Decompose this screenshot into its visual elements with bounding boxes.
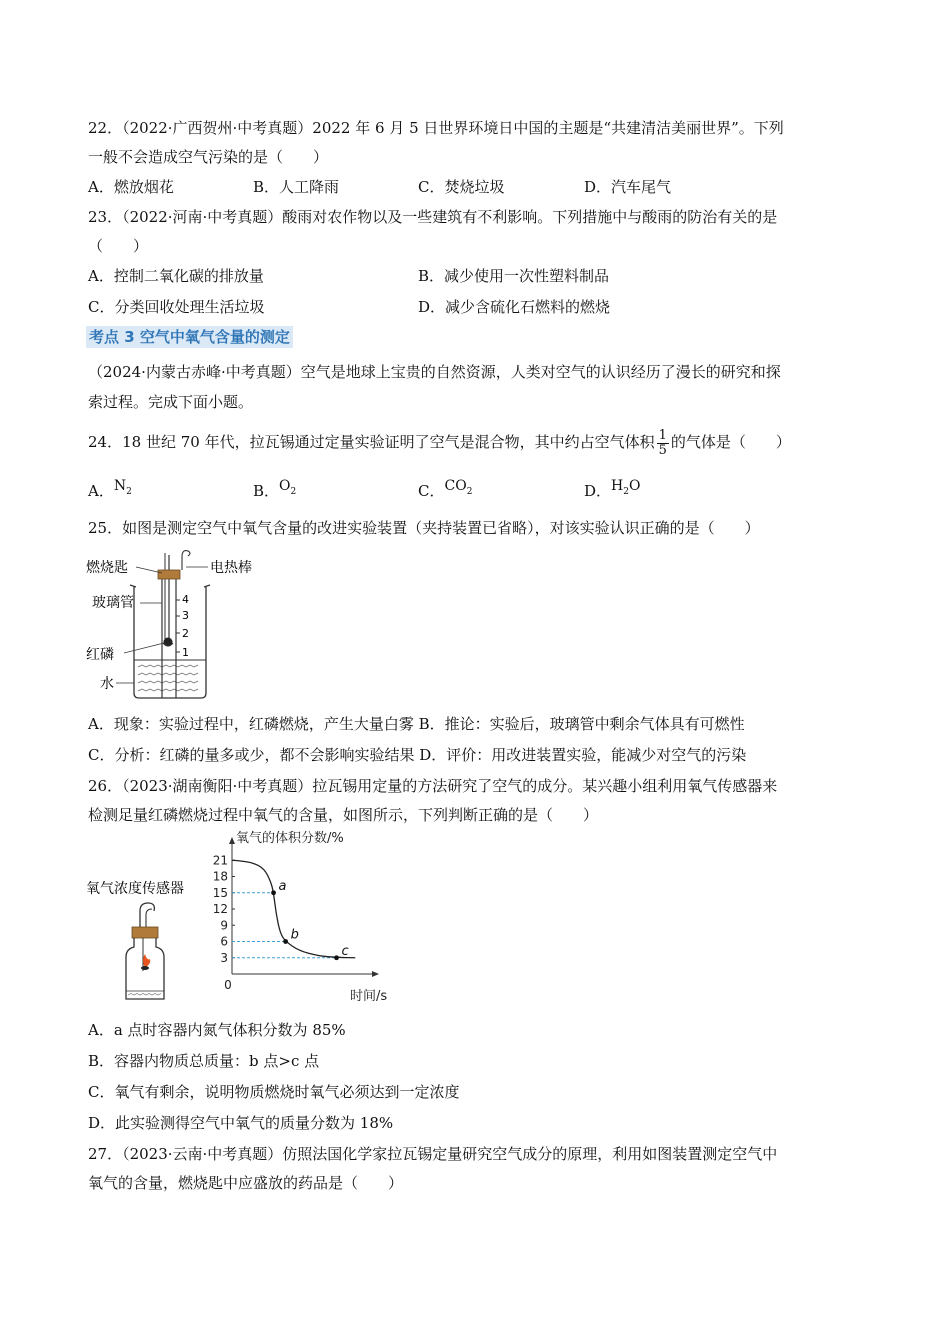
q24-option-d: [584, 478, 641, 508]
oxygen-chart: [206, 828, 396, 1008]
label-spoon: 燃烧匙: [86, 560, 128, 576]
q25-option-c: C．分析：红磷的量多或少，都不会影响实验结果: [88, 746, 415, 764]
formula-n2-sub: 2: [126, 486, 132, 497]
q24-option-d-label: D．: [584, 482, 612, 500]
label-electric-rod: 电热棒: [210, 560, 252, 576]
q22-option-a: A．燃放烟花: [88, 178, 174, 196]
scale-marks: [176, 600, 180, 652]
q23-option-a: A．控制二氧化碳的排放量: [88, 267, 264, 285]
formula-co2-sub: 2: [466, 486, 473, 497]
section-heading: 考点 3 空气中氧气含量的测定: [86, 326, 293, 348]
chart-series: [232, 860, 355, 958]
point-label-c: c: [341, 943, 349, 959]
formula-n2-base: N: [113, 478, 127, 494]
formula-co2-base: CO: [444, 478, 467, 494]
y-tick-label: 9: [220, 918, 228, 933]
y-tick-label: 18: [212, 869, 228, 884]
q26-option-b: B．容器内物质总质量：b 点>c 点: [88, 1052, 320, 1070]
label-oxygen-sensor: 氧气浓度传感器: [86, 881, 184, 897]
q25-options-cd: [88, 745, 746, 765]
q24-stem: [88, 424, 791, 460]
q26-option-d: D．此实验测得空气中氧气的质量分数为 18%: [88, 1114, 394, 1132]
q23-stem-line2: （ ）: [88, 237, 149, 255]
y-tick-label: 21: [212, 853, 228, 868]
intro-line1: （2024·内蒙古赤峰·中考真题）空气是地球上宝贵的自然资源，人类对空气的认识经历了漫长的研究和探: [88, 363, 781, 381]
x-axis-arrow: [372, 971, 379, 977]
bottle-stopper: [132, 927, 158, 938]
formula-h2o-post: O: [628, 478, 641, 494]
q23-option-b: B．减少使用一次性塑料制品: [418, 267, 610, 285]
formula-o2-base: O: [279, 478, 291, 494]
chart-guides: [232, 893, 337, 958]
q24-option-b-label: B．: [253, 482, 280, 500]
point-c: [334, 955, 339, 960]
chart-points: [271, 879, 349, 960]
q26-stem-line2: 检测足量红磷燃烧过程中氧气的含量，如图所示，下列判断正确的是（ ）: [88, 806, 599, 824]
q22-option-b: B．人工降雨: [253, 178, 340, 196]
origin-label: 0: [224, 978, 232, 992]
label-water: 水: [100, 676, 114, 692]
cork-stopper: [158, 570, 180, 579]
q25-option-a: A．现象：实验过程中，红磷燃烧，产生大量白雾: [88, 715, 414, 733]
intro-line2: 索过程。完成下面小题。: [88, 393, 254, 411]
q26-option-c: C．氧气有剩余，说明物质燃烧时氧气必须达到一定浓度: [88, 1083, 460, 1101]
q22-stem-line1: 22．（2022·广西贺州·中考真题）2022 年 6 月 5 日世界环境日中国的主题是“共建清洁美丽世界”。下列: [88, 119, 784, 137]
scale-mark-4: 4: [182, 593, 189, 606]
formula-h2o-pre: H: [611, 478, 624, 494]
scale-mark-1: 1: [182, 646, 189, 659]
q26-stem-line1: 26．（2023·湖南衡阳·中考真题）拉瓦锡用定量的方法研究了空气的成分。某兴趣小组利用氧气传感器来: [88, 777, 778, 795]
q23-stem-line1: 23．（2022·河南·中考真题）酸雨对农作物以及一些建筑有不利影响。下列措施中与酸雨的防治有关的是: [88, 208, 778, 226]
q23-option-d: D．减少含硫化石燃料的燃烧: [418, 298, 611, 316]
q24-option-a: [88, 478, 132, 508]
q24-option-b: [253, 478, 297, 508]
q22-option-c: C．焚烧垃圾: [418, 178, 505, 196]
flame-icon: [143, 954, 150, 967]
q25-options-ab: [88, 714, 745, 734]
one-fifth-fraction: [657, 429, 669, 458]
chart-axes: [229, 837, 379, 977]
q22-stem-line2: 一般不会造成空气污染的是（ ）: [88, 148, 329, 166]
label-red-phosphorus: 红磷: [86, 647, 114, 663]
formula-h2o-sub: 2: [623, 486, 629, 497]
q27-stem-line1: 27．（2023·云南·中考真题）仿照法国化学家拉瓦锡定量研究空气成分的原理，利用如图装置测定空气中: [88, 1145, 778, 1163]
y-tick-label: 15: [212, 885, 228, 900]
point-a: [271, 890, 276, 895]
q23-option-c: C．分类回收处理生活垃圾: [88, 298, 265, 316]
scale-mark-2: 2: [182, 627, 189, 640]
q24-option-c: [418, 478, 473, 508]
q24-option-a-label: A．: [88, 482, 114, 500]
q24-stem-after: 的气体是（ ）: [670, 433, 791, 451]
water: [134, 660, 206, 691]
q26-option-a: A．a 点时容器内氮气体积分数为 85%: [88, 1021, 346, 1039]
q27-stem-line2: 氧气的含量，燃烧匙中应盛放的药品是（ ）: [88, 1174, 404, 1192]
x-axis-label: 时间/s: [350, 989, 388, 1004]
fraction-numerator: 1: [658, 427, 667, 443]
formula-o2-sub: 2: [290, 486, 297, 497]
y-tick-label: 6: [220, 934, 228, 949]
oxygen-sensor-figure: [86, 875, 211, 1005]
y-axis-arrow: [229, 837, 235, 844]
series-line-oxygen: [232, 860, 355, 958]
fraction-denominator: 5: [658, 442, 667, 458]
y-axis-label: 氧气的体积分数/%: [236, 831, 344, 846]
point-label-b: b: [290, 927, 299, 943]
q25-stem: 25．如图是测定空气中氧气含量的改进实验装置（夹持装置已省略），对该实验认识正确的是（ ）: [88, 519, 760, 537]
q25-option-d: D．评价：用改进装置实验，能减少对空气的污染: [419, 746, 747, 764]
label-glass-tube: 玻璃管: [92, 595, 134, 611]
electric-rod-wire: [182, 551, 190, 557]
scale-mark-3: 3: [182, 609, 189, 622]
y-tick-label: 3: [220, 950, 228, 965]
point-label-a: a: [278, 878, 287, 894]
sensor-wire: [140, 903, 154, 927]
q25-option-b: B．推论：实验后，玻璃管中剩余气体具有可燃性: [418, 715, 745, 733]
q24-option-c-label: C．: [418, 482, 445, 500]
chart-labels: [236, 830, 387, 1004]
q22-option-d: D．汽车尾气: [584, 178, 672, 196]
q25-apparatus-figure: [86, 545, 286, 705]
point-b: [283, 939, 288, 944]
q24-stem-before: 24．18 世纪 70 年代，拉瓦锡通过定量实验证明了空气是混合物，其中约占空气体积: [88, 433, 655, 451]
y-tick-label: 12: [212, 902, 228, 916]
